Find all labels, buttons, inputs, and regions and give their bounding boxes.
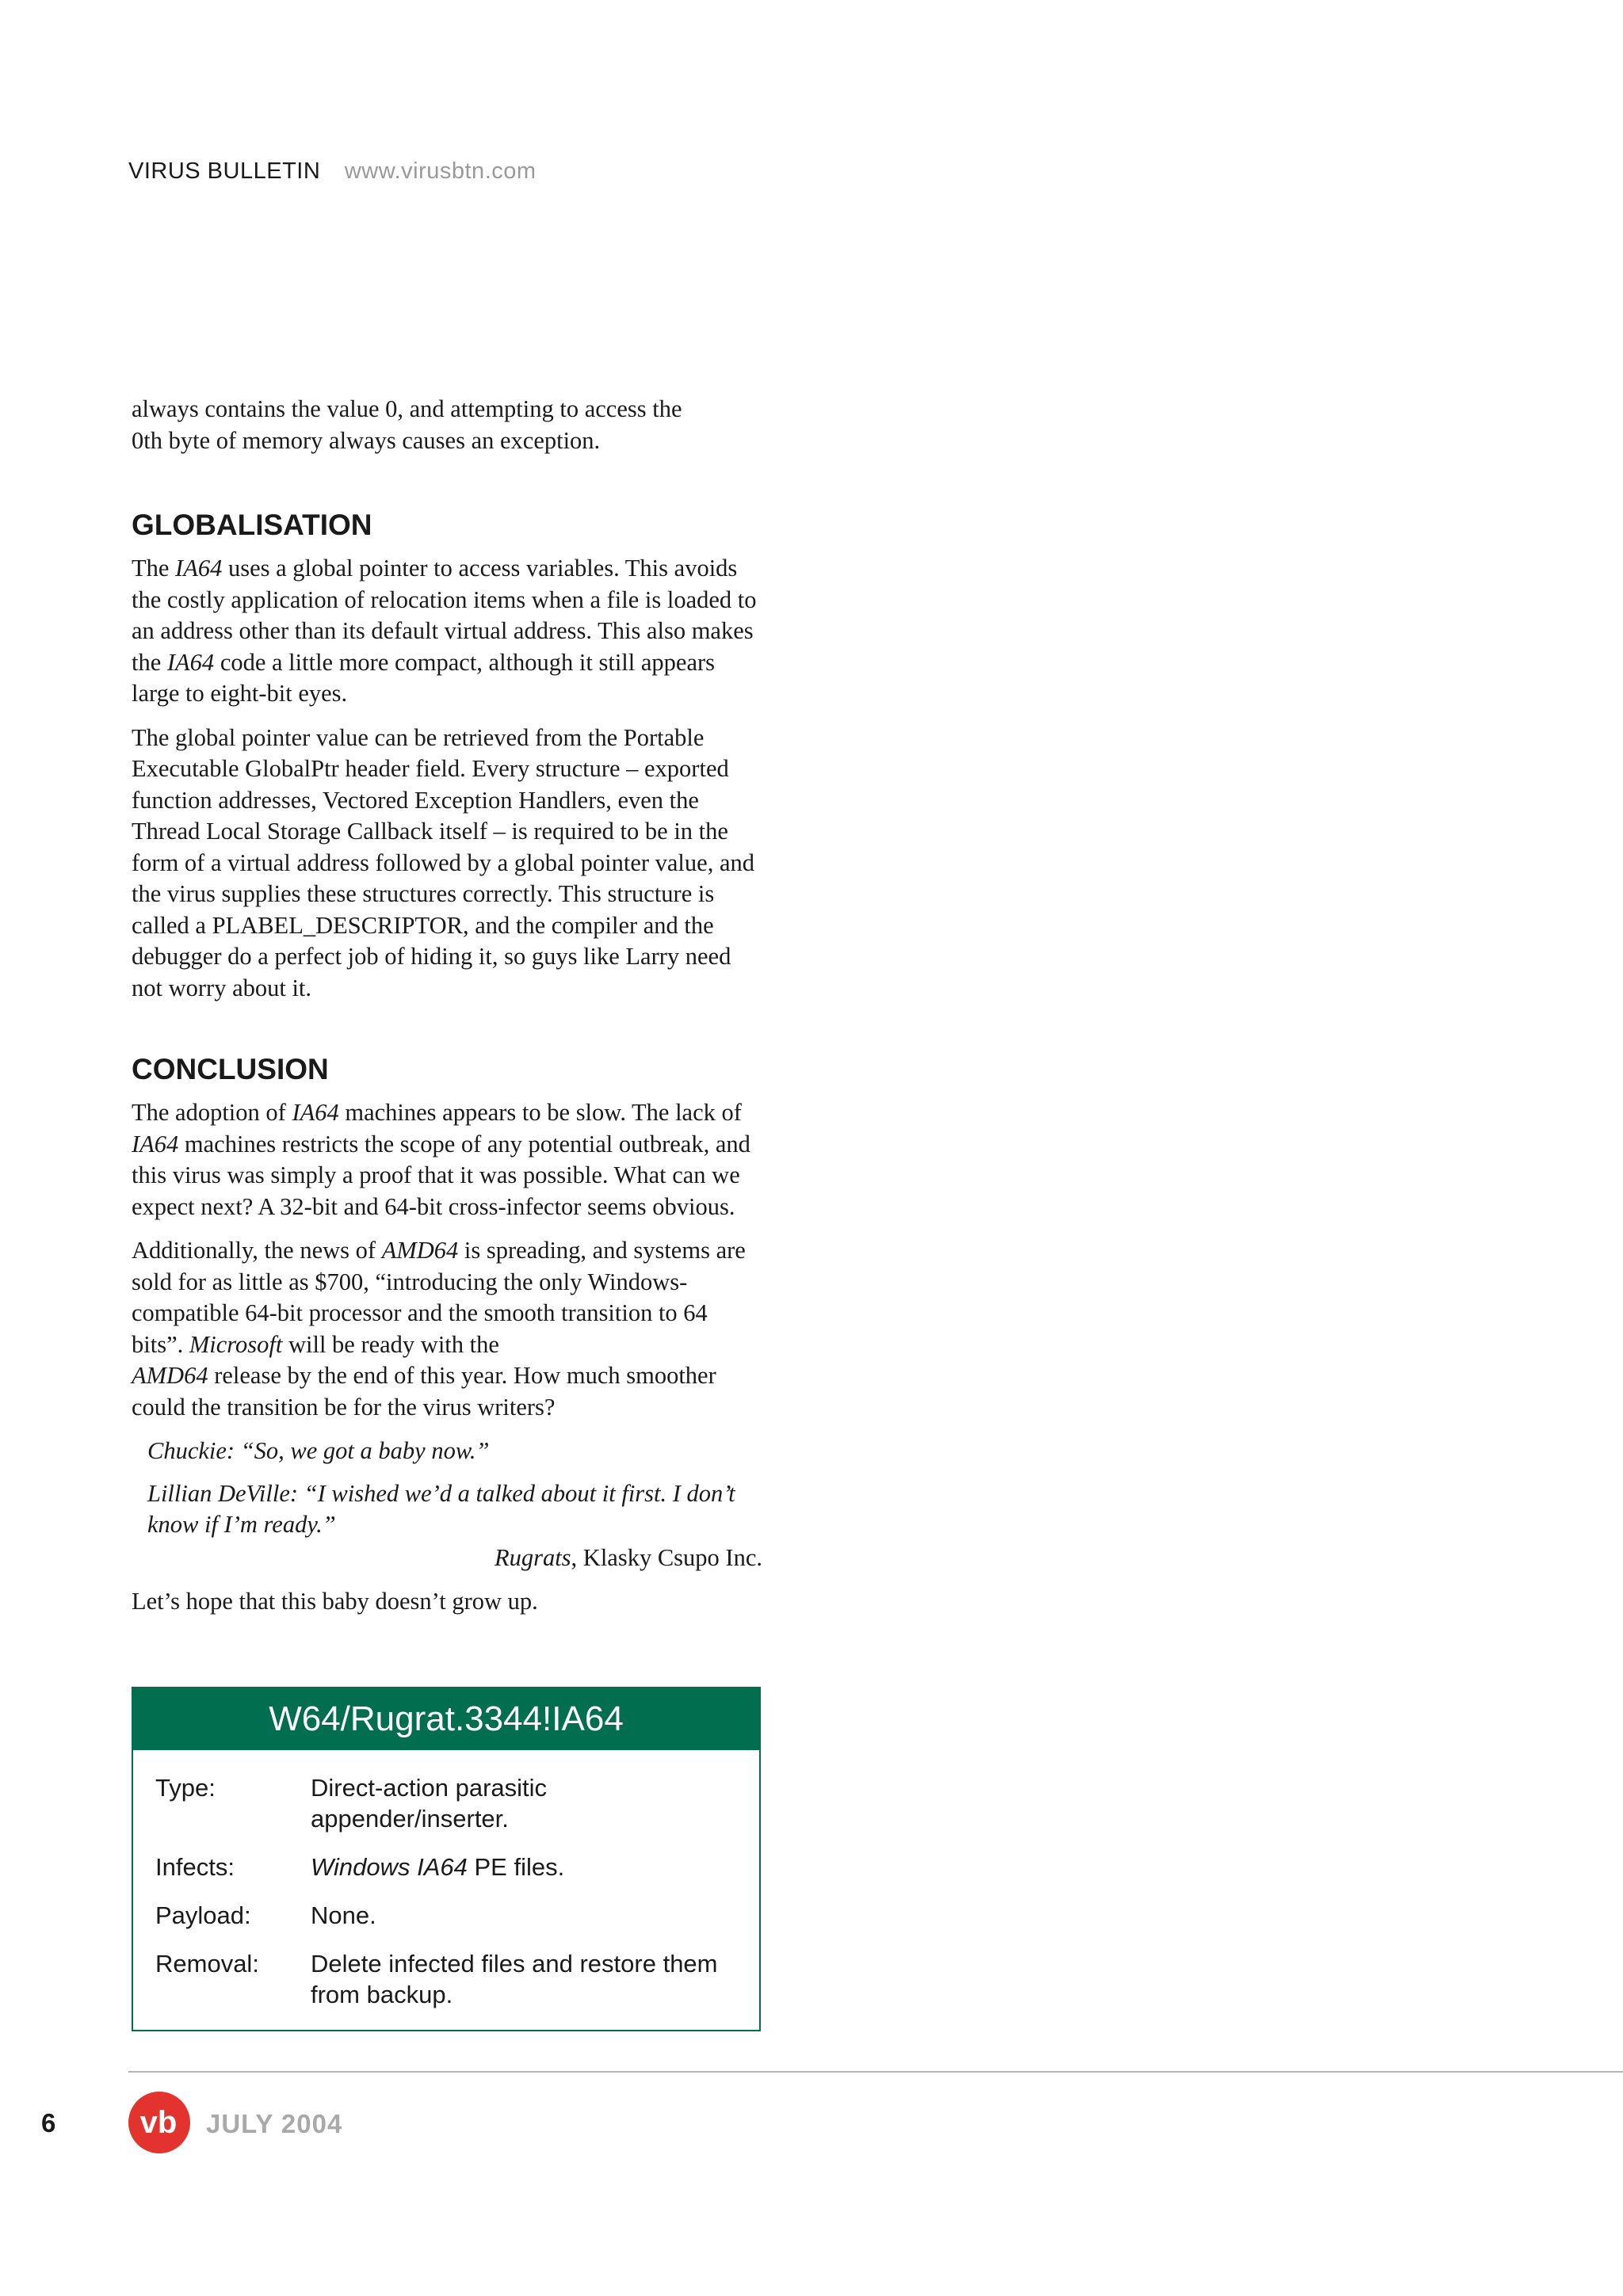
quote-lillian: Lillian DeVille: “I wished we’d a talked about it first. I don’t know if I’m ready.”: [147, 1479, 735, 1538]
summary-row-removal: Removal: Delete infected files and restore them from backup.: [155, 1950, 718, 2008]
issue-date: JULY 2004: [206, 2109, 343, 2138]
virus-summary-box: [132, 1687, 761, 2031]
conclusion-paragraph-1: The adoption of IA64 machines appears to be slow. The lack of IA64 machines restricts the scope of any potential outbreak, and this virus was simply a proof that it was possible. What can we expect next? A 32-bit and 64-bit cross-infector seems obvious.: [132, 1099, 750, 1220]
globalisation-paragraph-1: The IA64 uses a global pointer to access variables. This avoids the costly application of relocation items when a file is loaded to an address other than its default virtual address. This also makes the IA64 code a little more compact, although it still appears large to eight-bit eyes.: [132, 555, 757, 707]
page-number: 6: [41, 2108, 56, 2138]
publication-name: VIRUS BULLETIN: [128, 158, 321, 184]
vb-logo-icon: [128, 2092, 190, 2153]
summary-row-payload: Payload: None.: [155, 1901, 376, 1929]
svg-text:vb: vb: [139, 2105, 178, 2140]
footer-rule: [128, 2071, 1623, 2073]
quote-chuckie: Chuckie: “So, we got a baby now.”: [147, 1437, 490, 1464]
virus-summary-rows: [133, 1750, 759, 2010]
conclusion-paragraph-2: Additionally, the news of AMD64 is spreading, and systems are sold for as little as $700, “introducing the only Windows-compatible 64-bit processor and the smooth transition to 64 bits”. Microsoft will be ready with the AMD64 release by the end of this year. How much smoother could the transition be for the virus writers?: [132, 1237, 746, 1421]
heading-globalisation: GLOBALISATION: [132, 509, 372, 541]
article-column: [132, 394, 762, 1630]
summary-row-type: Type: Direct-action parasitic appender/inserter.: [155, 1774, 548, 1833]
publication-url: www.virusbtn.com: [344, 158, 537, 184]
virus-summary-title: W64/Rugrat.3344!IA64: [133, 1688, 759, 1750]
summary-row-infects: Infects: Windows IA64 PE files.: [155, 1853, 565, 1881]
quote-attribution: Rugrats, Klasky Csupo Inc.: [494, 1543, 762, 1571]
globalisation-paragraph-2: The global pointer value can be retrieved from the Portable Executable GlobalPtr header field. Every structure – exported function addresses, Vectored Exception Handlers, even the Thread Local Storage Callback itself – is required to be in the form of a virtual address followed by a global pointer value, and the virus supplies these structures correctly. This structure is called a PLABEL_DESCRIPTOR, and the compiler and the debugger do a perfect job of hiding it, so guys like Larry need not worry about it.: [132, 723, 754, 1001]
closing-paragraph: Let’s hope that this baby doesn’t grow up.: [132, 1588, 538, 1615]
running-header: [128, 158, 537, 185]
heading-conclusion: CONCLUSION: [132, 1053, 329, 1085]
intro-paragraph: always contains the value 0, and attempting to access the 0th byte of memory always causes an exception.: [132, 395, 682, 454]
